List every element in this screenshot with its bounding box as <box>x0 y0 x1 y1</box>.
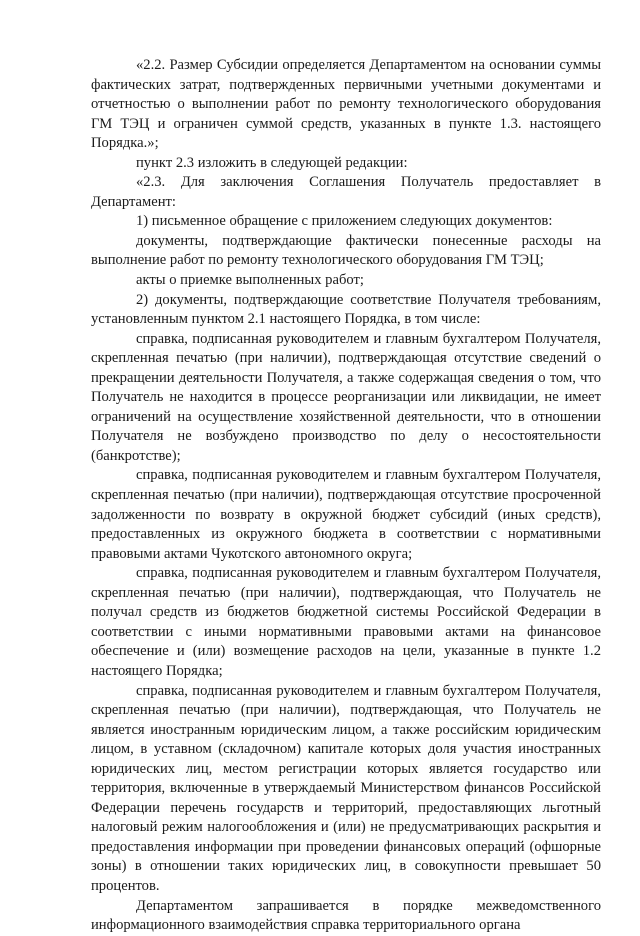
paragraph-2-2: «2.2. Размер Субсидии определяется Департаментом на основании суммы фактических затрат, подтвержденных первичными учетными документами и отчетностью о выполнении работ по ремонту технологического оборудования ГМ ТЭЦ и ограничен суммой средств, указанных в пункте 1.3. настоящего Порядка.»; <box>91 57 601 152</box>
paragraph-certificate-debt: справка, подписанная руководителем и главным бухгалтером Получателя, скрепленная печатью (при наличии), подтверждающая отсутствие просроченной задолженности по возврату в окружной бюджет субсидий (иных средств), предоставленных из окружного бюджета в соответствии с нормативными правовыми актами Чукотского автономного округа; <box>91 467 601 562</box>
list-item-2: 2) документы, подтверждающие соответствие Получателя требованиям, установленным пунктом 2.1 настоящего Порядка, в том числе: <box>91 291 601 328</box>
paragraph-amend-2-3: пункт 2.3 изложить в следующей редакции: <box>136 154 408 171</box>
paragraph-interagency-request: Департаментом запрашивается в порядке межведомственного информационного взаимодействия справка территориального органа <box>91 897 601 934</box>
paragraph-certificate-activity: справка, подписанная руководителем и главным бухгалтером Получателя, скрепленная печатью (при наличии), подтверждающая отсутствие сведений о прекращении деятельности Получателя, а также содержащая сведения о том, что Получатель не находится в процессе реорганизации или ликвидации, не имеет ограничений на осуществление хозяйственной деятельности, что в отношении Получателя не возбуждено производство по делу о несостоятельности (банкротстве); <box>91 330 601 464</box>
document-page <box>91 56 601 936</box>
list-item-1: 1) письменное обращение с приложением следующих документов: <box>136 213 553 230</box>
paragraph-certificate-foreign: справка, подписанная руководителем и главным бухгалтером Получателя, скрепленная печатью (при наличии), подтверждающая, что Получатель не является иностранным юридическим лицом, а также российским юридическим лицом, в уставном (складочном) капитале которых доля участия иностранных юридических лиц, местом регистрации которых является государство или территория, включенные в утверждаемый Министерством финансов Российской Федерации перечень государств и территорий, предоставляющих льготный налоговый режим налогообложения и (или) не предусматривающих раскрытия и предоставления информации при проведении финансовых операций (офшорные зоны) в отношении таких юридических лиц, в совокупности превышает 50 процентов. <box>91 682 601 894</box>
paragraph-acceptance-acts: акты о приемке выполненных работ; <box>136 272 364 289</box>
paragraph-expense-documents: документы, подтверждающие фактически понесенные расходы на выполнение работ по ремонту технологического оборудования ГМ ТЭЦ; <box>91 232 601 269</box>
paragraph-certificate-funds: справка, подписанная руководителем и главным бухгалтером Получателя, скрепленная печатью (при наличии), подтверждающая, что Получатель не получал средств из бюджетов бюджетной системы Российской Федерации в соответствии с иными нормативными правовыми актами на финансовое обеспечение и (или) возмещение расходов на цели, указанные в пункте 1.2 настоящего Порядка; <box>91 565 601 679</box>
paragraph-2-3: «2.3. Для заключения Соглашения Получатель предоставляет в Департамент: <box>91 174 601 210</box>
